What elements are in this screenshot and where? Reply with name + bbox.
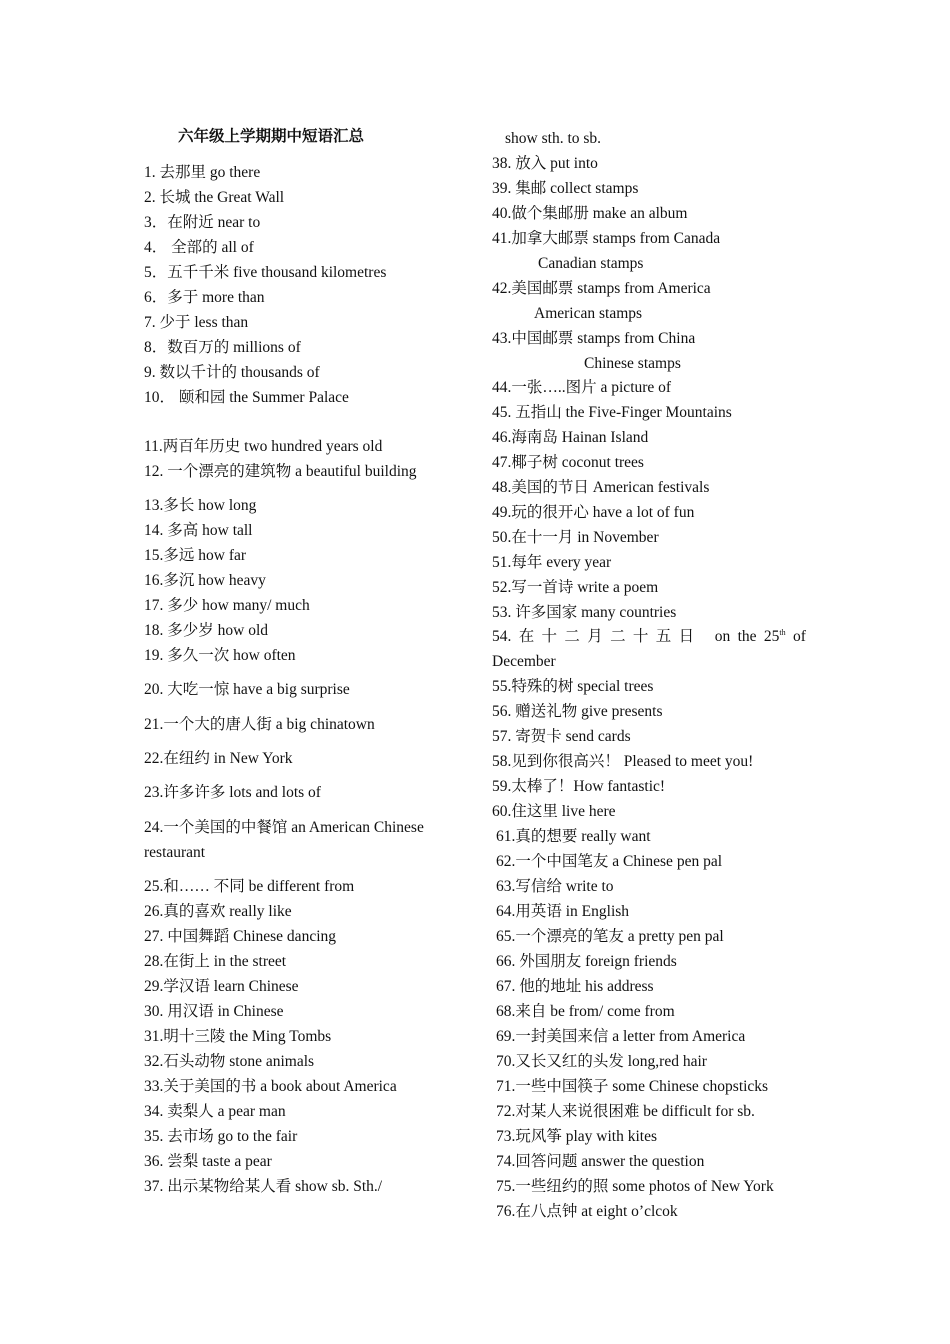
phrase-item: 2. 长城 the Great Wall (144, 189, 285, 206)
phrase-item: 42.美国邮票 stamps from America (492, 280, 711, 297)
phrase-item: Canadian stamps (538, 255, 644, 272)
phrase-item: 30. 用汉语 in Chinese (144, 1003, 284, 1020)
phrase-item: 61.真的想要 really want (496, 828, 651, 845)
phrase-item: 17. 多少 how many/ much (144, 597, 310, 614)
phrase-item: 64.用英语 in English (496, 903, 630, 920)
phrase-item: 75.一些纽约的照 some photos of New York (496, 1178, 774, 1195)
phrase-item: 15.多远 how far (144, 547, 247, 564)
phrase-item: 33.关于美国的书 a book about America (144, 1078, 397, 1095)
phrase-item: 52.写一首诗 write a poem (492, 579, 659, 596)
phrase-item: 36. 尝梨 taste a pear (144, 1153, 272, 1170)
phrase-item: 34. 卖梨人 a pear man (144, 1103, 286, 1120)
phrase-item: Chinese stamps (584, 355, 681, 372)
phrase-item: 63.写信给 write to (496, 878, 614, 895)
phrase-item: 49.玩的很开心 have a lot of fun (492, 504, 695, 521)
phrase-item: 70.又长又红的头发 long,red hair (496, 1053, 707, 1070)
phrase-item: 58.见到你很高兴！ Pleased to meet you! (492, 753, 754, 770)
phrase-item: 47.椰子树 coconut trees (492, 454, 644, 471)
phrase-item-54: 54. 在 十 二 月 二 十 五 日 on the 25th of (492, 627, 806, 645)
phrase-item: 28.在街上 in the street (144, 953, 287, 970)
phrase-item: restaurant (144, 844, 206, 861)
phrase-item: 1. 去那里 go there (144, 164, 261, 181)
phrase-item: 53. 许多国家 many countries (492, 604, 677, 621)
phrase-item: 16.多沉 how heavy (144, 572, 266, 589)
phrase-item: 19. 多久一次 how often (144, 647, 296, 664)
phrase-item: 22.在纽约 in New York (144, 750, 293, 767)
phrase-item: 40.做个集邮册 make an album (492, 205, 688, 222)
phrase-item: December (492, 653, 556, 670)
phrase-item: American stamps (534, 305, 643, 322)
phrase-item: 76.在八点钟 at eight o’clcok (496, 1203, 678, 1220)
phrase-item: 39. 集邮 collect stamps (492, 180, 639, 197)
phrase-item: 8．数百万的 millions of (144, 339, 301, 356)
phrase-item: 23.许多许多 lots and lots of (144, 784, 321, 801)
phrase-item: 45. 五指山 the Five-Finger Mountains (492, 404, 732, 421)
phrase-item: 60.住这里 live here (492, 803, 616, 820)
phrase-item: 44.一张…..图片 a picture of (492, 379, 672, 396)
phrase-item: 67. 他的地址 his address (496, 978, 654, 995)
phrase-item: 4． 全部的 all of (144, 239, 254, 256)
phrase-item: 55.特殊的树 special trees (492, 678, 654, 695)
phrase-item: 51.每年 every year (492, 554, 612, 571)
phrase-item: 38. 放入 put into (492, 155, 598, 172)
phrase-item: 29.学汉语 learn Chinese (144, 978, 299, 995)
phrase-item: 9. 数以千计的 thousands of (144, 364, 320, 381)
phrase-item: 24.一个美国的中餐馆 an American Chinese (144, 819, 424, 836)
phrase-item: 43.中国邮票 stamps from China (492, 330, 696, 347)
phrase-item: 20. 大吃一惊 have a big surprise (144, 681, 350, 698)
phrase-item: 35. 去市场 go to the fair (144, 1128, 298, 1145)
phrase-item: 65.一个漂亮的笔友 a pretty pen pal (496, 928, 724, 945)
phrase-item: 21.一个大的唐人街 a big chinatown (144, 716, 375, 733)
phrase-item: 12. 一个漂亮的建筑物 a beautiful building (144, 463, 417, 480)
document-title: 六年级上学期期中短语汇总 (178, 128, 365, 145)
phrase-item: 46.海南岛 Hainan Island (492, 429, 649, 446)
phrase-item: 25.和…… 不同 be different from (144, 878, 355, 895)
phrase-item: 26.真的喜欢 really like (144, 903, 292, 920)
phrase-item: 68.来自 be from/ come from (496, 1003, 675, 1020)
phrase-item: 74.回答问题 answer the question (496, 1153, 705, 1170)
phrase-item: 6．多于 more than (144, 289, 265, 306)
phrase-item: 13.多长 how long (144, 497, 257, 514)
phrase-item: 32.石头动物 stone animals (144, 1053, 315, 1070)
phrase-item: 66. 外国朋友 foreign friends (496, 953, 677, 970)
phrase-item: 7. 少于 less than (144, 314, 249, 331)
phrase-item: 41.加拿大邮票 stamps from Canada (492, 230, 721, 247)
phrase-item: 37. 出示某物给某人看 show sb. Sth./ (144, 1178, 383, 1195)
phrase-item: 59.太棒了！How fantastic! (492, 778, 666, 795)
phrase-item: 5．五千千米 five thousand kilometres (144, 264, 387, 281)
phrase-item: 73.玩风筝 play with kites (496, 1128, 658, 1145)
phrase-item: 62.一个中国笔友 a Chinese pen pal (496, 853, 723, 870)
phrase-item: 69.一封美国来信 a letter from America (496, 1028, 746, 1045)
phrase-item: 72.对某人来说很困难 be difficult for sb. (496, 1103, 755, 1120)
phrase-item: 10． 颐和园 the Summer Palace (144, 389, 349, 406)
phrase-item: 31.明十三陵 the Ming Tombs (144, 1028, 332, 1045)
phrase-item: 57. 寄贺卡 send cards (492, 728, 631, 745)
phrase-item: 3．在附近 near to (144, 214, 261, 231)
phrase-item: show sth. to sb. (505, 130, 602, 147)
phrase-item: 48.美国的节日 American festivals (492, 479, 710, 496)
phrase-item: 50.在十一月 in November (492, 529, 659, 546)
phrase-item: 56. 赠送礼物 give presents (492, 703, 663, 720)
phrase-item: 11.两百年历史 two hundred years old (144, 438, 383, 455)
phrase-item: 18. 多少岁 how old (144, 622, 269, 639)
phrase-item: 71.一些中国筷子 some Chinese chopsticks (496, 1078, 769, 1095)
phrase-item: 27. 中国舞蹈 Chinese dancing (144, 928, 337, 945)
phrase-item: 14. 多高 how tall (144, 522, 253, 539)
